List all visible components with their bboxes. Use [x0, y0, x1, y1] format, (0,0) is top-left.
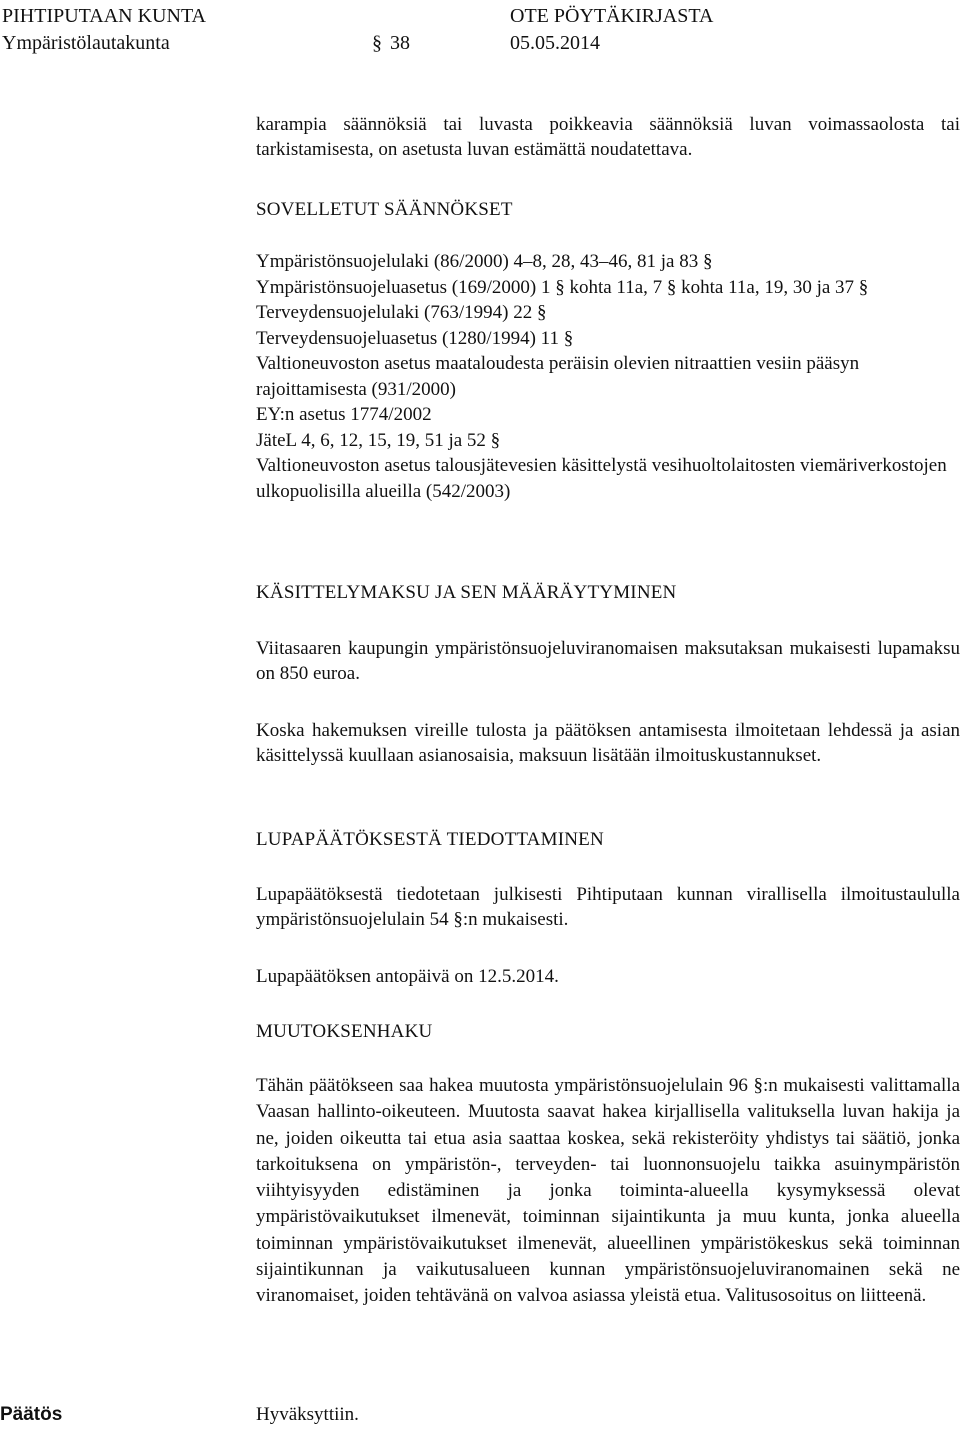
rule-line: Terveydensuojelulaki (763/1994) 22 §: [256, 302, 547, 323]
municipality-name: PIHTIPUTAAN KUNTA: [2, 5, 207, 27]
intro-paragraph: karampia säännöksiä tai luvasta poikkeavia säännöksiä luvan voimassaolosta tai tarkistamisesta, on asetusta luvan estämättä noudatettava.: [256, 114, 960, 160]
fee-paragraph: Viitasaaren kaupungin ympäristönsuojeluviranomaisen maksutaksan mukaisesti lupamaksu on 850 euroa.: [256, 638, 960, 684]
board-name: Ympäristölautakunta: [2, 32, 170, 54]
decision-label: Päätös: [0, 1404, 63, 1425]
applied-rules-heading: SOVELLETUT SÄÄNNÖKSET: [256, 199, 513, 220]
decision-text: Hyväksyttiin.: [256, 1404, 359, 1425]
appeal-paragraph: Tähän päätökseen saa hakea muutosta ympäristönsuojelulain 96 §:n mukaisesti valittamalla Vaasan hallinto-oikeuteen. Muutosta saavat hakea kirjallisella valituksella luvan hakija ja ne, joiden oikeutta tai etua asia saattaa koskea, sekä rekisteröity yhdistys tai säätiö, jonka tarkoituksena on ympäristön-, terveyden- tai luonnonsuojelu taikka asuinympäristön viihtyisyyden edistäminen ja jonka toiminta-alueella kysymyksessä olevat ympäristövaikutukset ilmenevät, toiminnan sijaintikunta ja muu kunta, jonka alueella toiminnan ympäristövaikutukset ilmenevät, alueellinen ympäristökeskus sekä toiminnan sijaintikunnan ja vaikutusalueen kunnan ympäristönsuojeluviranomainen sekä ne viranomaiset, joiden tehtävänä on valvoa asiassa yleistä etua. Valitusosoitus on liitteenä.: [256, 1075, 960, 1307]
document-type: OTE PÖYTÄKIRJASTA: [510, 5, 714, 27]
applied-rules-list: [256, 249, 960, 504]
notice-cost-paragraph: Koska hakemuksen vireille tulosta ja päätöksen antamisesta ilmoitetaan lehdessä ja asian käsittelyssä kuullaan asianosaisia, maksuun lisätään ilmoituskustannukset.: [256, 720, 960, 766]
rule-line: EY:n asetus 1774/2002: [256, 404, 432, 425]
notice-paragraph: Lupapäätöksestä tiedotetaan julkisesti Pihtiputaan kunnan virallisella ilmoitustaululla ympäristönsuojelulain 54 §:n mukaisesti.: [256, 884, 960, 930]
fee-heading: KÄSITTELYMAKSU JA SEN MÄÄRÄYTYMINEN: [256, 582, 677, 603]
issue-date-paragraph: Lupapäätöksen antopäivä on 12.5.2014.: [256, 966, 559, 987]
rule-line: Terveydensuojeluasetus (1280/1994) 11 §: [256, 327, 574, 349]
appeal-heading: MUUTOKSENHAKU: [256, 1021, 433, 1042]
notice-heading: LUPAPÄÄTÖKSESTÄ TIEDOTTAMINEN: [256, 829, 604, 850]
rule-line: Ympäristönsuojelulaki (86/2000) 4–8, 28, 43–46, 81 ja 83 §: [256, 251, 713, 272]
rule-line: Ympäristönsuojeluasetus (169/2000) 1 § kohta 11a, 7 § kohta 11a, 19, 30 ja 37 §: [256, 276, 869, 298]
meeting-date: 05.05.2014: [510, 32, 600, 54]
rule-line: JäteL 4, 6, 12, 15, 19, 51 ja 52 §: [256, 429, 501, 451]
section-number: § 38: [372, 31, 410, 55]
rule-line: Valtioneuvoston asetus talousjätevesien käsittelystä vesihuoltolaitosten viemäriverkostojen ulkopuolisilla alueilla (542/2003): [256, 455, 947, 502]
rule-line: Valtioneuvoston asetus maataloudesta peräisin olevien nitraattien vesiin pääsyn rajoittamisesta (931/2000): [256, 353, 860, 400]
section-symbol-icon: [372, 32, 382, 54]
